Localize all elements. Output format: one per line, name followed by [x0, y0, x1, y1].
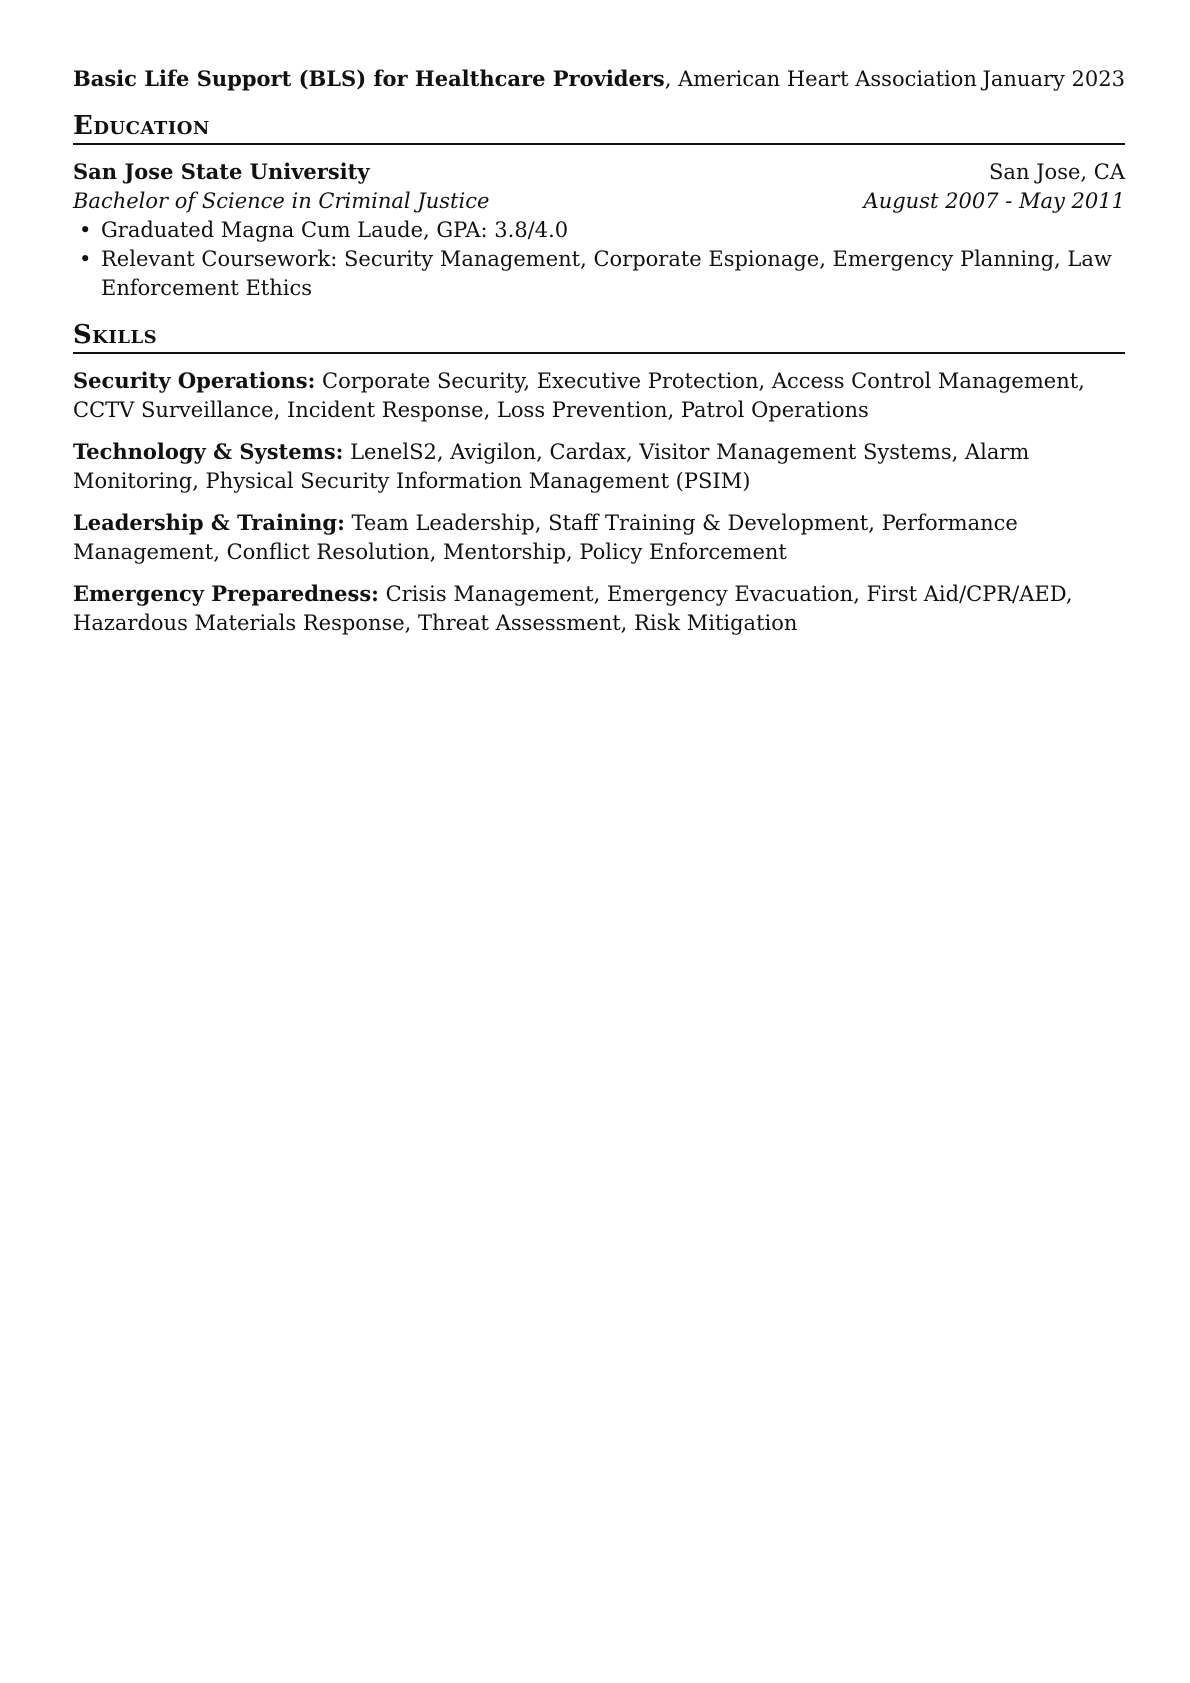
skill-value: LenelS2, Avigilon, Cardax, Visitor Management Systems, Alarm Monitoring, Physical Security Information Management (PSIM): [73, 440, 1030, 493]
skills-heading: Skills: [73, 320, 1125, 354]
skill-label: Emergency Preparedness:: [73, 581, 379, 606]
skill-label: Security Operations:: [73, 368, 316, 393]
certification-date: January 2023: [982, 67, 1125, 91]
school-row: [73, 157, 1125, 187]
resume-page: [73, 64, 1125, 650]
certification-issuer: , American Heart Association: [664, 67, 977, 91]
education-bullets: [73, 216, 1125, 303]
education-heading: Education: [73, 111, 1125, 145]
degree-name: Bachelor of Science in Criminal Justice: [73, 189, 490, 213]
skill-value: Team Leadership, Staff Training & Development, Performance Management, Conflict Resolution, Mentorship, Policy Enforcement: [73, 511, 1018, 564]
certification-title: [73, 64, 977, 94]
certification-entry: [73, 64, 1125, 94]
school-location: San Jose, CA: [989, 160, 1125, 184]
degree-row: [73, 187, 1125, 216]
skill-label: Leadership & Training:: [73, 510, 345, 535]
skill-security-operations: [73, 366, 1125, 425]
skill-technology-systems: [73, 437, 1125, 496]
education-section: [73, 157, 1125, 303]
school-name: San Jose State University: [73, 159, 370, 184]
education-bullet: • Relevant Coursework: Security Management, Corporate Espionage, Emergency Planning, Law Enforcement Ethics: [101, 245, 1125, 303]
certification-name: Basic Life Support (BLS) for Healthcare Providers: [73, 66, 665, 91]
skill-value: Corporate Security, Executive Protection, Access Control Management, CCTV Surveillance, Incident Response, Loss Prevention, Patrol Operations: [73, 369, 1085, 422]
skill-label: Technology & Systems:: [73, 439, 344, 464]
education-bullet: • Graduated Magna Cum Laude, GPA: 3.8/4.0: [101, 216, 1125, 245]
skill-value: Crisis Management, Emergency Evacuation, First Aid/CPR/AED, Hazardous Materials Response, Threat Assessment, Risk Mitigation: [73, 582, 1073, 635]
skill-leadership-training: [73, 508, 1125, 567]
skills-section: [73, 366, 1125, 638]
degree-dates: August 2007 - May 2011: [863, 189, 1125, 213]
skill-emergency-preparedness: [73, 579, 1125, 638]
